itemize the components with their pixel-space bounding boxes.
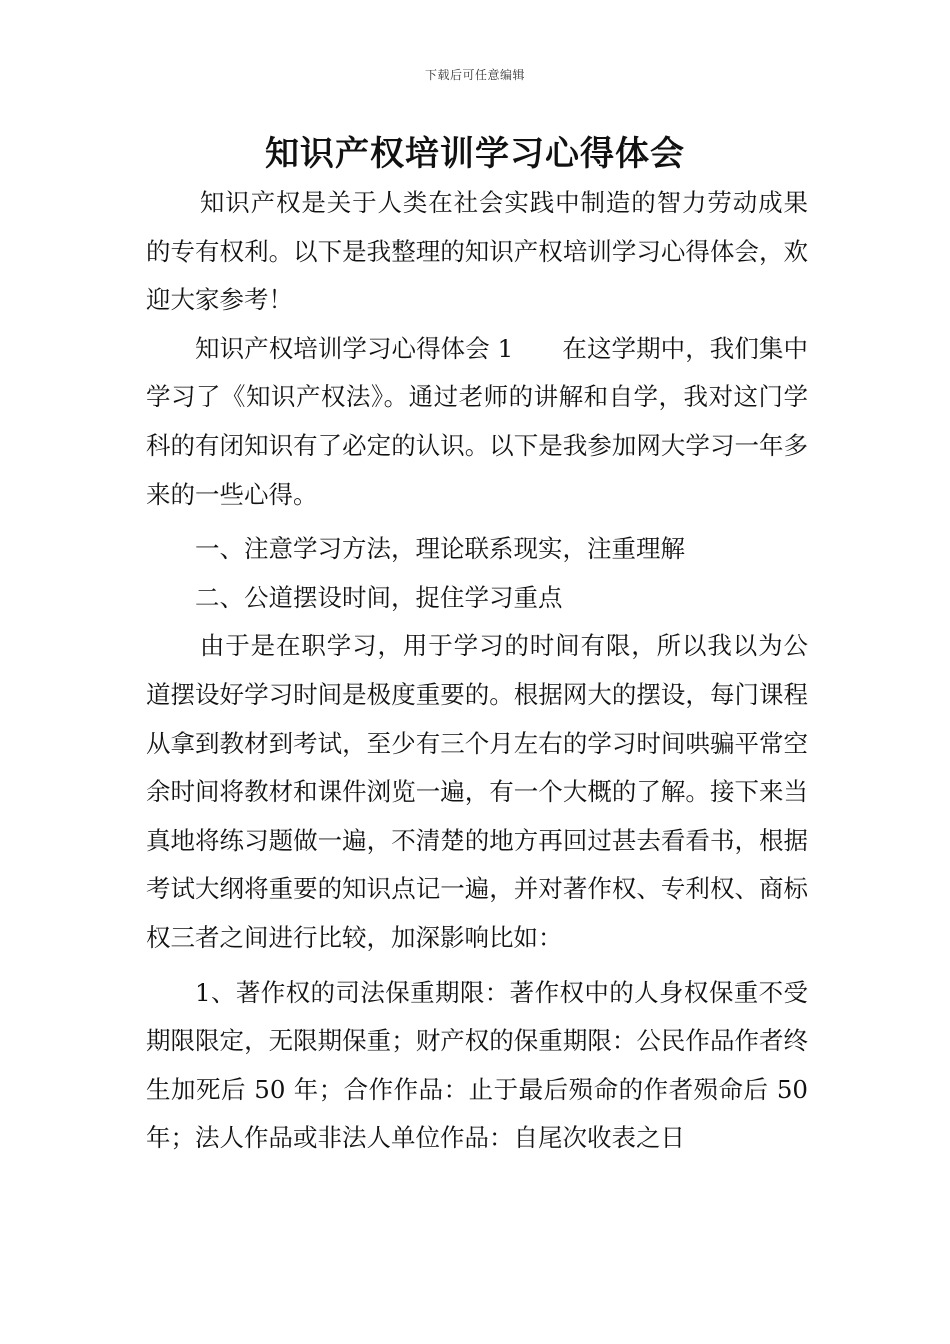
point-two-heading: 二、公道摆设时间，捉住学习重点 bbox=[195, 582, 563, 612]
intro-paragraph: 知识产权是关于人类在社会实践中制造的智力劳动成果的专有权利。以下是我整理的知识产权培训学习心得体会，欢迎大家参考！ bbox=[146, 188, 808, 315]
page-header-note: 下载后可任意编辑 bbox=[424, 68, 525, 82]
document-body bbox=[146, 179, 808, 1163]
document-title: 知识产权培训学习心得体会 bbox=[265, 134, 685, 174]
time-arrangement-paragraph: 由于是在职学习，用于学习的时间有限，所以我以为公道摆设好学习时间是极度重要的。根据网大的摆设，每门课程从拿到教材到考试，至少有三个月左右的学习时间哄骗平常空余时间将教材和课件浏览一遍，有一个大概的了解。接下来当真地将练习题做一遍，不清楚的地方再回过甚去看看书，根据考试大纲将重要的知识点记一遍，并对著作权、专利权、商标权三者之间进行比较，加深影响比如： bbox=[146, 631, 808, 952]
section-1-intro-paragraph: 知识产权培训学习心得体会 1 在这学期中，我们集中学习了《知识产权法》。通过老师的讲解和自学，我对这门学科的有闭知识有了必定的认识。以下是我参加网大学习一年多来的一些心得。 bbox=[146, 333, 808, 509]
point-one-heading: 一、注意学习方法，理论联系现实，注重理解 bbox=[195, 534, 685, 564]
copyright-term-paragraph: 1、著作权的司法保重期限：著作权中的人身权保重不受期限限定，无限期保重；财产权的保重期限：公民作品作者终生加死后 50 年；合作作品：止于最后殒命的作者殒命后 50 年；法人作品或非法人单位作品：自尾次收表之日 bbox=[146, 977, 808, 1153]
